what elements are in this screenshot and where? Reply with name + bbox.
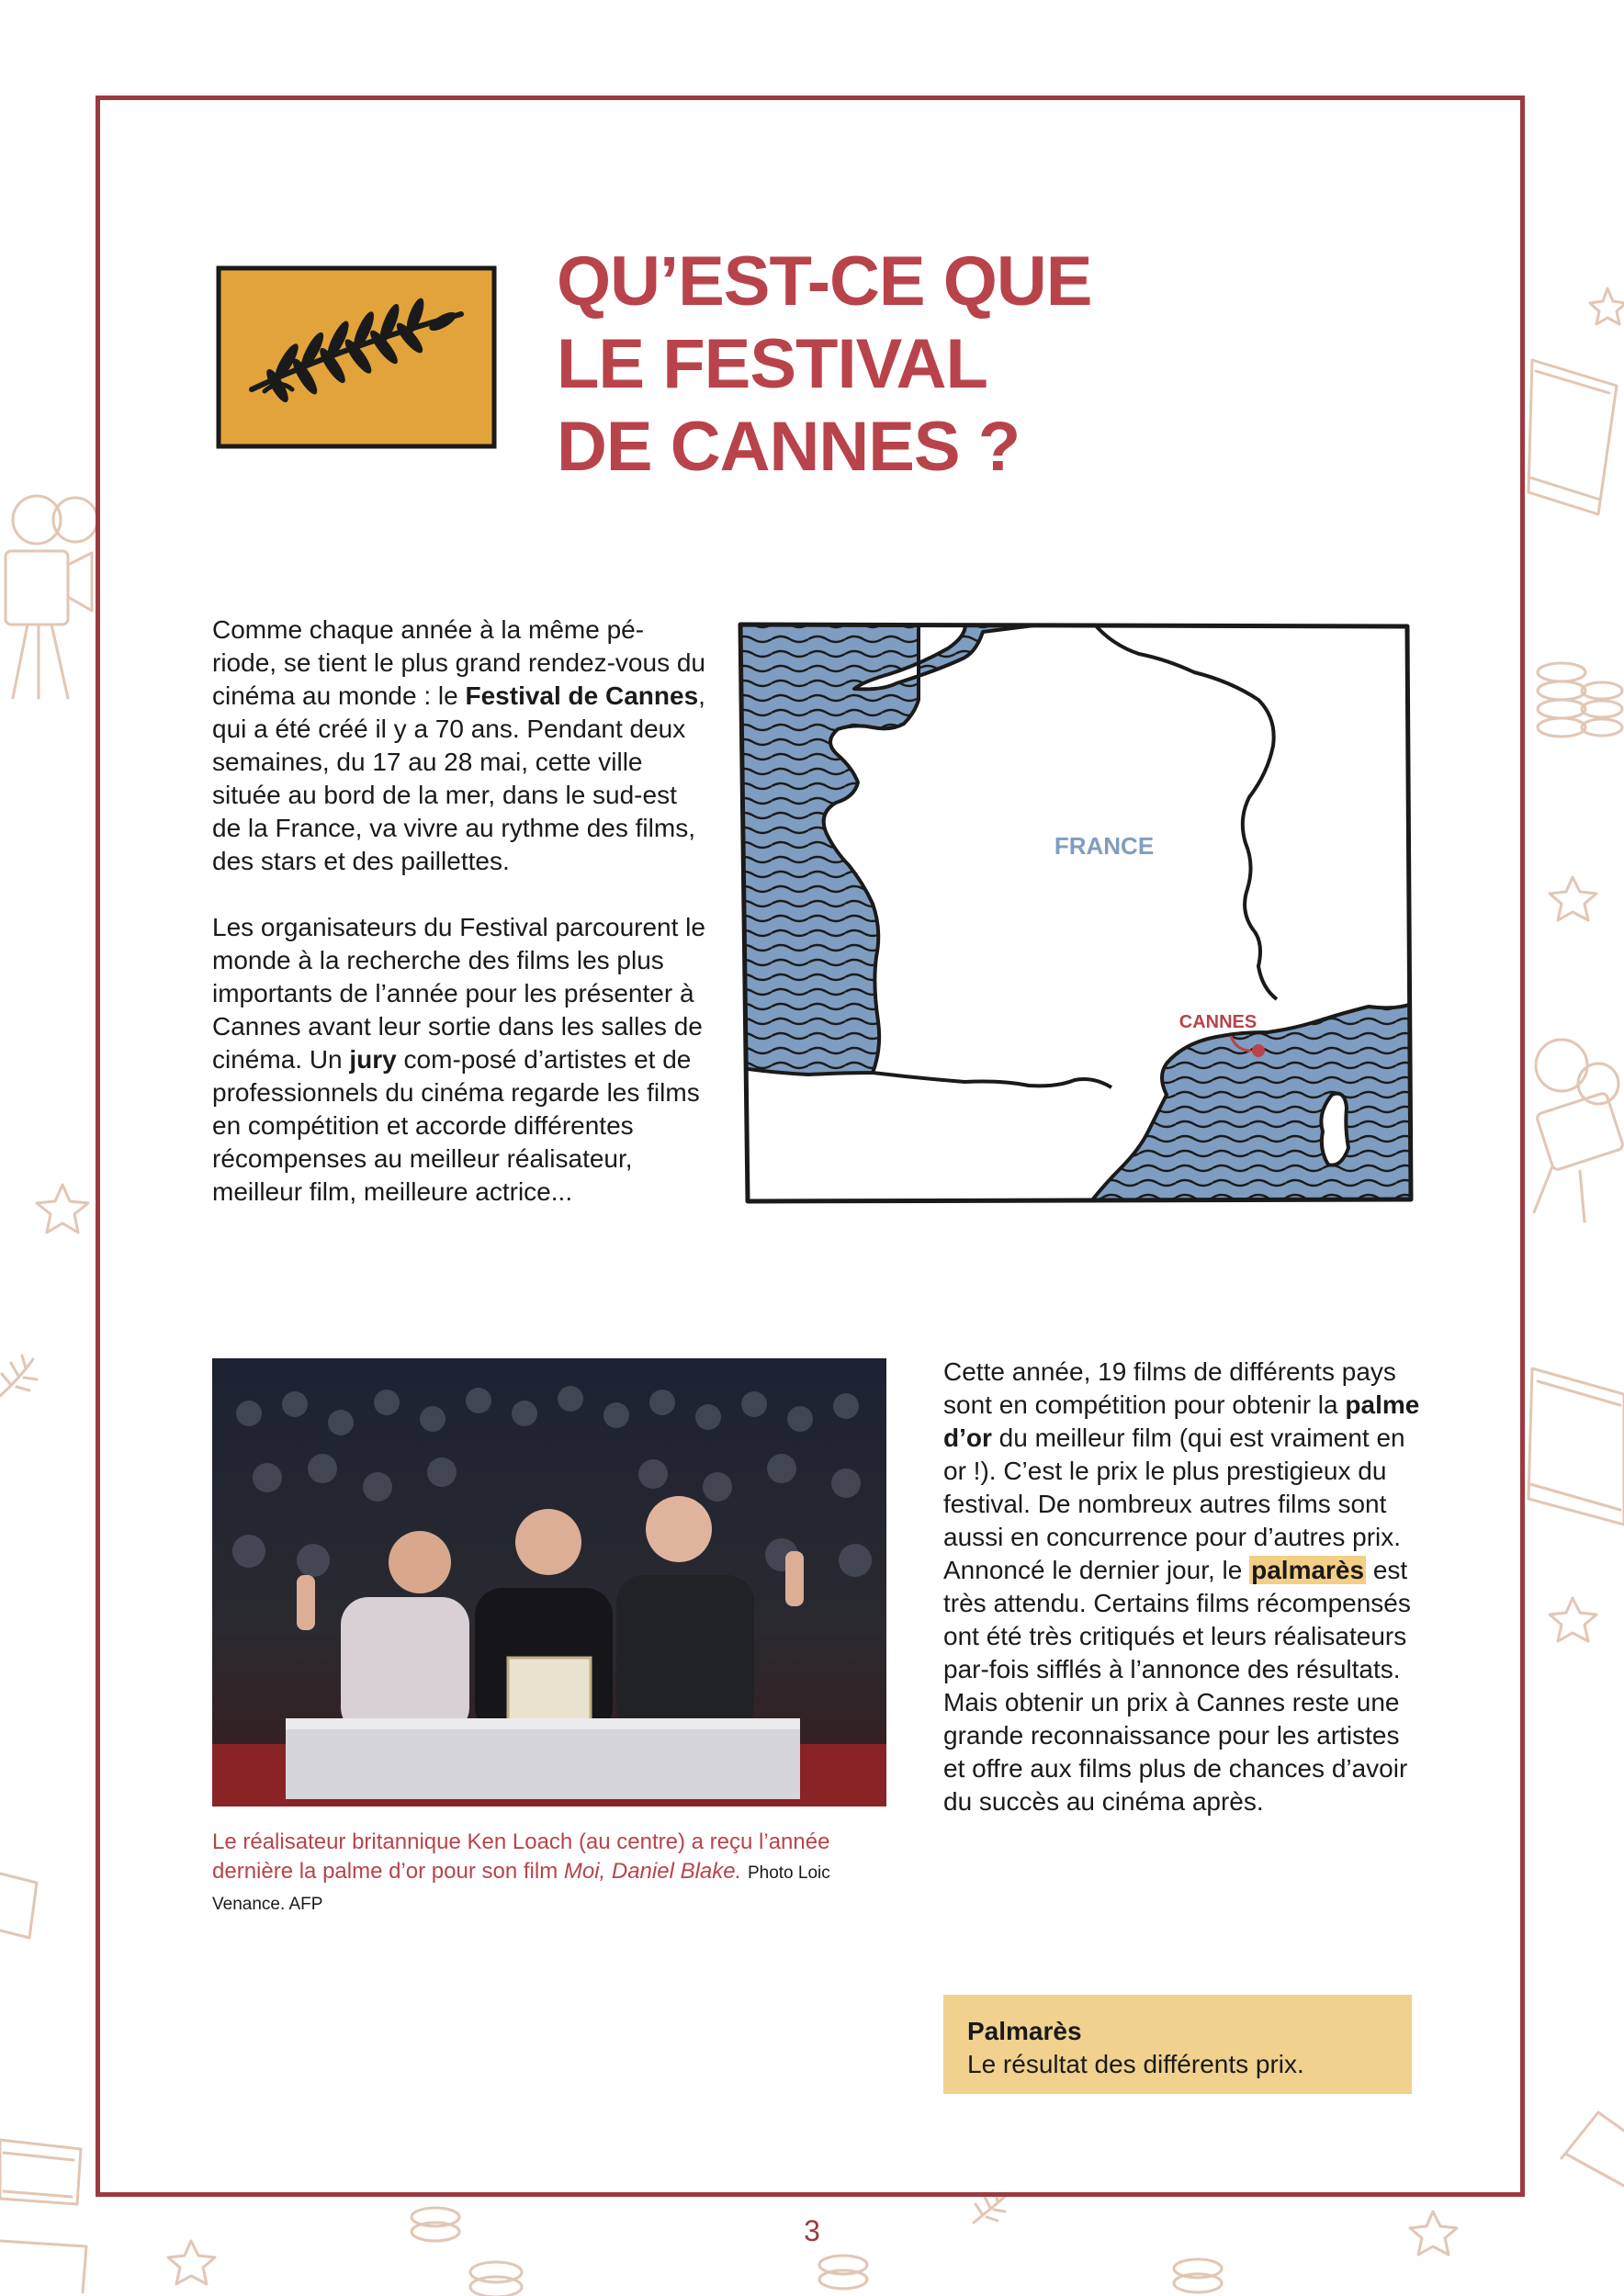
glossary-definition: Le résultat des différents prix. xyxy=(967,2050,1304,2078)
page-number: 3 xyxy=(804,2214,820,2247)
bold-term: Festival de Cannes xyxy=(465,681,699,710)
france-map xyxy=(735,617,1415,1210)
palm-logo-box xyxy=(213,263,500,452)
title-line: QU’EST-CE QUE xyxy=(557,242,1092,321)
text-run: Cette année, 19 films de différents pays sont en compétition pour obtenir la xyxy=(943,1357,1396,1419)
competition-text xyxy=(943,1356,1421,1818)
intro-text xyxy=(212,613,708,1209)
page-title xyxy=(557,241,1383,489)
star-icon xyxy=(1550,288,1624,1641)
intro-paragraph xyxy=(212,613,708,878)
title-line: DE CANNES ? xyxy=(557,408,1021,486)
text-run: Les organisateurs du Festival parcourent le monde à la recherche des films les plus importants de l’année pour les présenter à Cannes avant leur sortie dans les salles de cinéma. Un xyxy=(212,913,705,1074)
palm-leaf-icon xyxy=(0,1356,37,1396)
caption-text: Le réalisateur britannique Ken Loach (au centre) a reçu l’année dernière la palme d’or pour son film xyxy=(212,1829,830,1884)
title-line: LE FESTIVAL xyxy=(557,325,987,403)
competition-paragraph xyxy=(943,1356,1421,1818)
star-icon xyxy=(37,1185,88,1232)
photo-credit: Photo Loic Venance. AFP xyxy=(212,1863,830,1914)
corsica-island xyxy=(1321,1094,1348,1165)
text-run: du meilleur film (qui est vraiment en or !). C’est le prix le plus prestigieux du festival. De nombreux autres films sont aussi en concurrence pour d’autres prix. Annoncé le dernier jour, le xyxy=(943,1424,1405,1584)
bold-term: jury xyxy=(349,1045,397,1074)
country-label: FRANCE xyxy=(1054,832,1155,860)
film-camera-icon xyxy=(1562,2112,1624,2186)
glossary-term: Palmarès xyxy=(967,2017,1082,2045)
bold-term: palme d’or xyxy=(943,1390,1420,1452)
text-run: est très attendu. Certains films récompensés ont été très critiqués et leurs réalisateurs par-fois sifflés à l’annonce des résultats. Mais obtenir un prix à Cannes reste une grande reconnaissance pour les artistes et offre aux films plus de chances d’avoir du succès au cinéma après. xyxy=(943,1556,1411,1816)
coin-stack-icon xyxy=(1538,663,1622,737)
text-run: , qui a été créé il y a 70 ans. Pendant deux semaines, du 17 au 28 mai, cette ville située au bord de la mer, dans le sud-est de la France, va vivre au rythme des films, des stars et des paillettes. xyxy=(212,681,705,875)
city-label: CANNES xyxy=(1179,1012,1257,1032)
award-photo xyxy=(212,1358,886,1806)
glossary-box xyxy=(943,1995,1412,2094)
highlighted-term: palmarès xyxy=(1251,1556,1365,1584)
film-title: Moi, Daniel Blake. xyxy=(563,1859,742,1884)
film-strip-icon xyxy=(1528,360,1624,1525)
film-camera-icon xyxy=(6,496,97,698)
text-run: Comme chaque année à la même pé-riode, se tient le plus grand rendez-vous du cinéma au monde : le xyxy=(212,615,705,710)
intro-paragraph xyxy=(212,911,708,1209)
text-run: com-posé d’artistes et de professionnels du cinéma regarde les films en compétition et accorde différentes récompenses au meilleur réalisateur, meilleur film, meilleure actrice... xyxy=(212,1045,700,1206)
photo-caption xyxy=(212,1828,855,1919)
city-marker xyxy=(1252,1044,1265,1057)
film-camera-icon xyxy=(1534,1040,1624,1221)
